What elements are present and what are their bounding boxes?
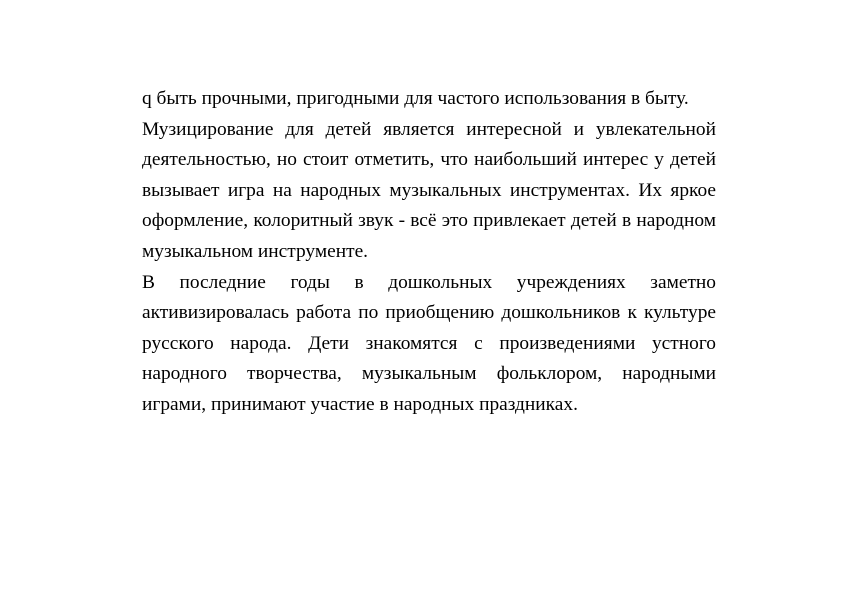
paragraph-2: Музицирование для детей является интересной и увлекательной деятельностью, но стоит отметить, что наибольший интерес у детей вызывает игра на народных музыкальных инструментах. Их яркое оформление, колоритный звук - всё это привлекает детей в народном музыкальном инструменте.: [142, 118, 716, 262]
text-block: [142, 84, 716, 421]
paragraph-1: q быть прочными, пригодными для частого использования в быту.: [142, 88, 689, 109]
paragraph-3: В последние годы в дошкольных учреждениях заметно активизировалась работа по приобщению дошкольников к культуре русского народа. Дети знакомятся с произведениями устного народного творчества, музыкальным фольклором, народными играми, принимают участие в народных праздниках.: [142, 271, 716, 415]
